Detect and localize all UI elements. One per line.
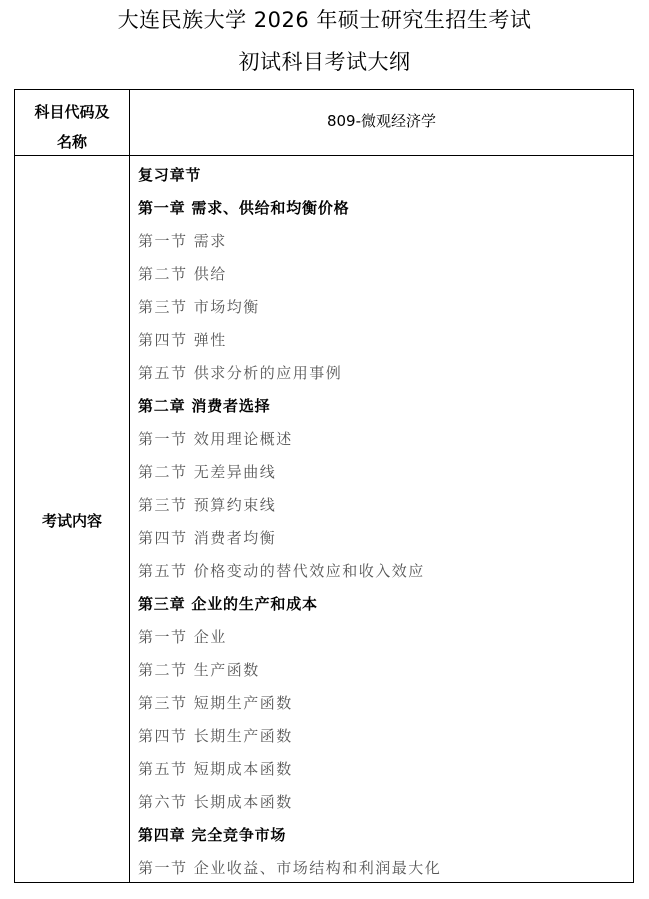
section-item: 第二节 生产函数 — [138, 661, 260, 679]
section-item: 第五节 价格变动的替代效应和收入效应 — [138, 562, 425, 580]
section-item: 第四节 长期生产函数 — [138, 727, 293, 745]
document-title: 大连民族大学 2026 年硕士研究生招生考试 — [117, 8, 532, 32]
outline-table — [14, 89, 634, 883]
section-item: 第一节 效用理论概述 — [138, 430, 293, 448]
subject-code-label-line1: 科目代码及 — [34, 103, 110, 121]
section-item: 第三节 短期生产函数 — [138, 694, 293, 712]
chapter-heading: 第二章 消费者选择 — [138, 397, 271, 415]
subject-code-label — [15, 97, 129, 157]
section-item: 第二节 无差异曲线 — [138, 463, 277, 481]
chapter-heading: 第三章 企业的生产和成本 — [138, 595, 318, 613]
section-item: 第六节 长期成本函数 — [138, 793, 293, 811]
chapter-heading: 第一章 需求、供给和均衡价格 — [138, 199, 350, 217]
column-divider — [129, 90, 130, 882]
section-item: 第五节 供求分析的应用事例 — [138, 364, 343, 382]
section-item: 第一节 企业收益、市场结构和利润最大化 — [138, 859, 442, 877]
section-item: 第一节 需求 — [138, 232, 227, 250]
section-item: 第三节 市场均衡 — [138, 298, 260, 316]
subject-name: 809-微观经济学 — [326, 112, 437, 130]
chapter-list — [138, 165, 441, 891]
section-item: 第四节 弹性 — [138, 331, 227, 349]
exam-content-label: 考试内容 — [41, 512, 102, 530]
section-item: 第三节 预算约束线 — [138, 496, 277, 514]
section-item: 第二节 供给 — [138, 265, 227, 283]
section-item: 第一节 企业 — [138, 628, 227, 646]
section-item: 第四节 消费者均衡 — [138, 529, 277, 547]
subject-code-label-line2: 名称 — [56, 133, 87, 151]
chapter-heading: 复习章节 — [138, 166, 202, 184]
document-subtitle: 初试科目考试大纲 — [238, 50, 411, 74]
chapter-heading: 第四章 完全竞争市场 — [138, 826, 287, 844]
section-item: 第五节 短期成本函数 — [138, 760, 293, 778]
